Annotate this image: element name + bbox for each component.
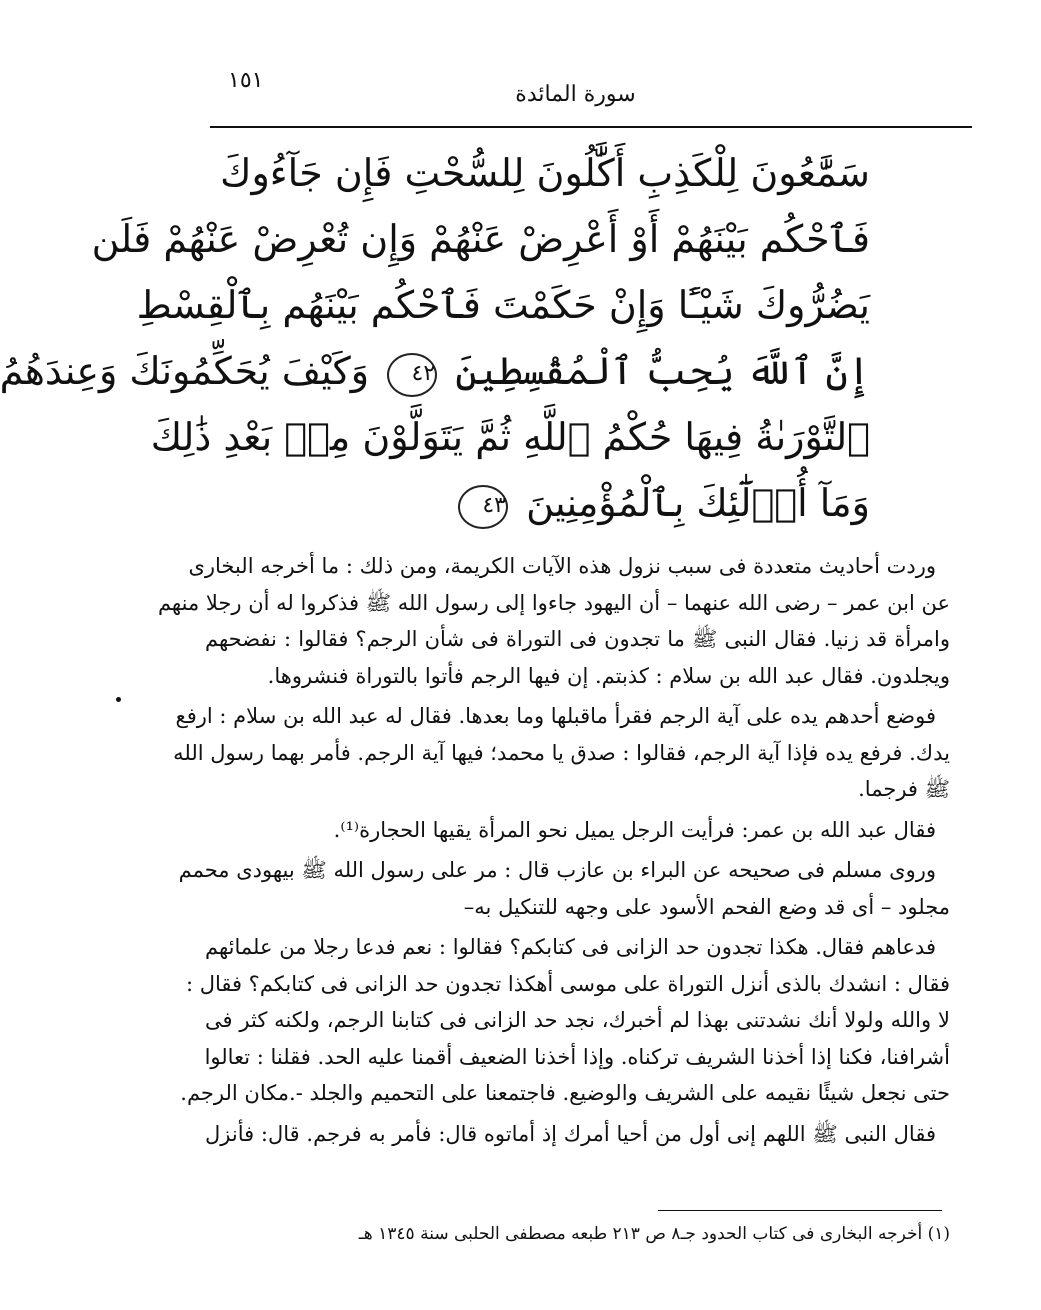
footnote-rule xyxy=(658,1210,942,1211)
text-line: عن ابن عمر – رضى الله عنهما – أن اليهود جاءوا إلى رسول الله ﷺ فذكروا له أن رجلا منهم xyxy=(157,590,950,615)
commentary xyxy=(157,548,950,1156)
header-rule xyxy=(210,126,972,128)
quran-line-lead: إِنَّ ٱللَّهَ يُحِبُّ ٱلْمُقْسِطِينَ xyxy=(455,349,870,393)
paragraph-5 xyxy=(180,929,950,1112)
text-line: ويجلدون. فقال عبد الله بن سلام : كذبتم. إن فيها الرجم فأتوا بالتوراة فنشروها. xyxy=(267,663,950,688)
text-line: فدعاهم فقال. هكذا تجدون حد الزانى فى كتابكم؟ فقالوا : نعم فدعا رجلا من علمائهم xyxy=(205,935,936,959)
quran-line: ٱلتَّوْرَىٰةُ فِيهَا حُكْمُ ٱللَّهِ ثُمَّ يَتَوَلَّوْنَ مِنۢ بَعْدِ ذَٰلِكَ xyxy=(150,415,870,459)
text-line: فقال عبد الله بن عمر: فرأيت الرجل يميل نحو المرأة يقيها الحجارة⁽¹⁾. xyxy=(333,817,936,842)
text-line: ﷺ فرجما. xyxy=(858,777,950,801)
quran-line xyxy=(285,470,870,536)
text-line: وامرأة قد زنيا. فقال النبى ﷺ ما تجدون فى التوراة فى شأن الرجم؟ فقالوا : نفضحهم xyxy=(205,627,950,651)
text-line: فقال النبى ﷺ اللهم إنى أول من أحيا أمرك إذ أماتوه قال: فأمر به فرجم. قال: فأنزل xyxy=(205,1121,936,1146)
quran-line-tail: وَكَيْفَ يُحَكِّمُونَكَ وَعِندَهُمُ xyxy=(0,349,370,393)
page-number: ١٥١ xyxy=(228,68,264,93)
quran-line: فَٱحْكُم بَيْنَهُمْ أَوْ أَعْرِضْ عَنْهُمْ وَإِن تُعْرِضْ عَنْهُمْ فَلَن xyxy=(91,217,870,261)
footnote: (١) أخرجه البخارى فى كتاب الحدود جـ٨ ص ٢١٣ طبعه مصطفى الحلبى سنة ١٣٤٥ هـ xyxy=(358,1224,950,1244)
ayah-marker-42: ٤٢ xyxy=(387,353,437,397)
text-line: فقال : انشدك بالذى أنزل التوراة على موسى أهكذا تجدون حد الزانى فى كتابكم؟ فقال : xyxy=(185,971,950,996)
margin-dot xyxy=(116,697,121,702)
text-line: أشرافنا، فكنا إذا أخذنا الشريف تركناه. وإذا أخذنا الضعيف أقمنا عليه الحد. فقلنا : تعالوا xyxy=(204,1044,950,1069)
running-title: سورة المائدة xyxy=(515,82,636,107)
quran-block xyxy=(0,140,870,536)
text-line: وردت أحاديث متعددة فى سبب نزول هذه الآيات الكريمة، ومن ذلك : ما أخرجه البخارى xyxy=(188,554,936,578)
text-line: حتى نجعل شيئًا نقيمه على الشريف والوضيع. فاجتمعنا على التحميم والجلد -.مكان الرجم. xyxy=(180,1081,950,1105)
paragraph-3 xyxy=(205,812,950,849)
ayah-marker-43: ٤٣ xyxy=(458,485,508,529)
paragraph-6 xyxy=(205,1116,950,1153)
quran-line: يَضُرُّوكَ شَيْـًٔا وَإِنْ حَكَمْتَ فَٱحْكُم بَيْنَهُم بِٱلْقِسْطِ xyxy=(136,283,870,327)
text-line: يدك. فرفع يده فإذا آية الرجم، فقالوا : صدق يا محمد؛ فيها آية الرجم. فأمر بهما رسول الله xyxy=(173,740,950,765)
quran-line xyxy=(0,338,870,404)
text-line: لا والله ولولا أنك نشدتنى بهذا لم أخبرك، نجد حد الزانى فى كتابنا الرجم، ولكنه كثر فى xyxy=(205,1008,950,1032)
text-line: مجلود – أى قد وضع الفحم الأسود على وجهه للتنكيل به– xyxy=(463,894,950,919)
text-line: وروى مسلم فى صحيحه عن البراء بن عازب قال : مر على رسول الله ﷺ بيهودى محمم xyxy=(178,858,936,882)
paragraph-2 xyxy=(173,698,950,808)
paragraph-1 xyxy=(157,548,950,694)
paragraph-4 xyxy=(178,852,950,925)
quran-line-text: وَمَآ أُو۟لَٰٓئِكَ بِٱلْمُؤْمِنِينَ xyxy=(526,481,870,525)
quran-line: سَمَّٰعُونَ لِلْكَذِبِ أَكَّٰلُونَ لِلسُّحْتِ فَإِن جَآءُوكَ xyxy=(220,151,870,195)
text-line: فوضع أحدهم يده على آية الرجم فقرأ ماقبلها وما بعدها. فقال له عبد الله بن سلام : ارفع xyxy=(175,704,936,728)
